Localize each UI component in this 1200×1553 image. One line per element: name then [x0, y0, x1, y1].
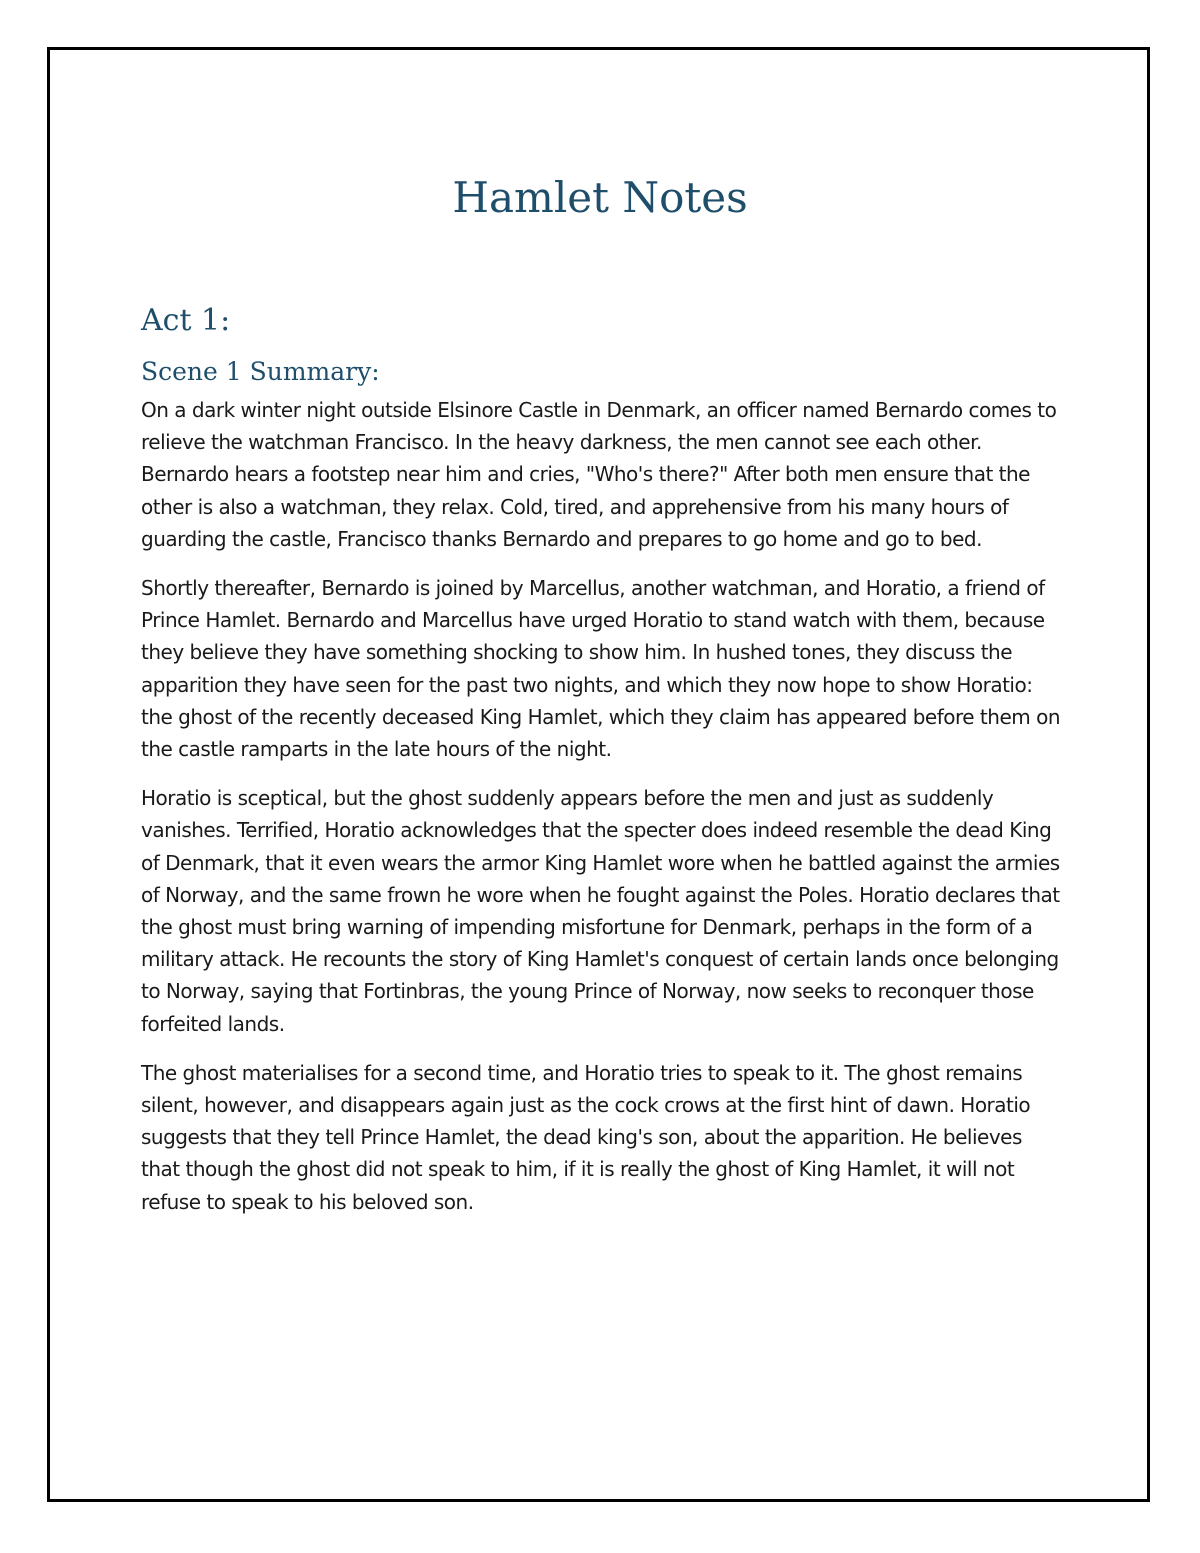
- summary-paragraph: On a dark winter night outside Elsinore Castle in Denmark, an officer named Bernardo comes to relieve the watchman Francisco. In the heavy darkness, the men cannot see each other. Bernardo hears a footstep near him and cries, "Who's there?" After both men ensure that the other is also a watchman, they relax. Cold, tired, and apprehensive from his many hours of guarding the castle, Francisco thanks Bernardo and prepares to go home and go to bed.: [141, 398, 1057, 551]
- summary-paragraph: Horatio is sceptical, but the ghost suddenly appears before the men and just as suddenly vanishes. Terrified, Horatio acknowledges that the specter does indeed resemble the dead King of Denmark, that it even wears the armor King Hamlet wore when he battled against the armies of Norway, and the same frown he wore when he fought against the Poles. Horatio declares that the ghost must bring warning of impending misfortune for Denmark, perhaps in the form of a military attack. He recounts the story of King Hamlet's conquest of certain lands once belonging to Norway, saying that Fortinbras, the young Prince of Norway, now seeks to reconquer those forfeited lands.: [141, 786, 1060, 1036]
- summary-paragraph: The ghost materialises for a second time, and Horatio tries to speak to it. The ghost remains silent, however, and disappears again just as the cock crows at the first hint of dawn. Horatio suggests that they tell Prince Hamlet, the dead king's son, about the apparition. He believes that though the ghost did not speak to him, if it is really the ghost of King Hamlet, it will not refuse to speak to his beloved son.: [141, 1060, 1031, 1214]
- act-heading: Act 1:: [141, 303, 231, 338]
- scene-heading: Scene 1 Summary:: [141, 357, 380, 386]
- summary-paragraph: Shortly thereafter, Bernardo is joined by Marcellus, another watchman, and Horatio, a friend of Prince Hamlet. Bernardo and Marcellus have urged Horatio to stand watch with them, because they believe they have something shocking to show him. In hushed tones, they discuss the apparition they have seen for the past two nights, and which they now hope to show Horatio: the ghost of the recently deceased King Hamlet, which they claim has appeared before them on the castle ramparts in the late hours of the night.: [141, 576, 1060, 762]
- document-title: Hamlet Notes: [452, 173, 748, 222]
- document-body: [141, 298, 1066, 1235]
